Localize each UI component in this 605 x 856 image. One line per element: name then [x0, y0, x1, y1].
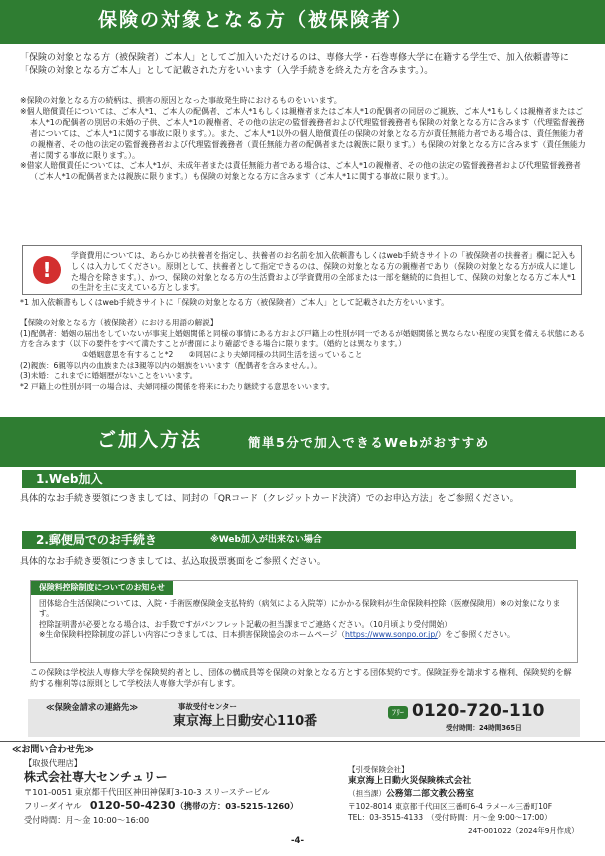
insurer-block: [348, 764, 600, 823]
insured-header-title: 保険の対象となる方（被保険者）: [98, 9, 414, 31]
tuition-alert-box: [22, 245, 582, 295]
join-method-banner: [0, 417, 605, 467]
freedial-icon: ﾌﾘｰ: [388, 706, 408, 719]
exclamation-icon: !: [33, 256, 61, 284]
sonpo-link[interactable]: https://www.sonpo.or.jp/: [344, 630, 438, 640]
insurer-name: 東京海上日動火災保険株式会社: [348, 776, 472, 786]
post-office-text: 具体的なお手続き要領につきましては、払込取扱票裏面をご参照ください。: [20, 557, 326, 567]
spouse-item-2: ②同居により夫婦同様の共同生活を送っていること: [188, 349, 363, 359]
claim-contact-box: [28, 699, 580, 737]
notice-text: [39, 599, 573, 641]
join-method-subtitle: 簡単5分で加入できるWebがおすすめ: [248, 435, 490, 450]
agent-address: 〒101-0051 東京都千代田区神田神保町3-10-3 スリーステービル: [24, 787, 270, 798]
intro-text: 「保険の対象となる方（被保険者）ご本人」としてご加入いただけるのは、専修大学・石巻専修大学に在籍する学生で、加入依頼書等に「保険の対象となる方ご本人」として記載された方をいいます（入学手続きを終えた方を含みます。）。: [20, 53, 569, 76]
eligibility-intro: [20, 52, 586, 78]
note-item: ※借家人賠償責任については、ご本人*1が、未成年者または責任無能力者である場合は、ご本人*1の親権者、その他の法定の監督義務者および代理監督義務者（ご本人*1の配偶者または親族に限ります。）も保険の対象となる方に含みます（ご本人*1に関する事故に限ります。）。: [20, 161, 581, 182]
footnote-1-text: *1 加入依頼書もしくはweb手続きサイトに「保険の対象となる方（被保険者）ご本人」として記載された方をいいます。: [20, 298, 450, 307]
agent-label: 【取扱代理店】: [24, 758, 83, 768]
post-office-note: ※Web加入が出来ない場合: [210, 535, 322, 545]
insurer-label: 【引受保険会社】: [348, 765, 409, 774]
insurer-phone: TEL：03-3515-4133 （受付時間：月～金 9:00～17:00）: [348, 812, 552, 822]
term-definitions: [20, 318, 586, 392]
agent-mobile-phone: （携帯の方：03-5215-1260）: [175, 801, 299, 812]
join-method-title: ご加入方法: [97, 429, 203, 451]
claim-phone[interactable]: 0120-720-110: [412, 701, 545, 721]
insurer-dept: 公務第二部文教公務室: [385, 788, 474, 799]
document-code: 24T-001022（2024年9月作成）: [468, 826, 579, 835]
spouse-label: (1)配偶者：: [20, 328, 62, 338]
insurer-dept-label: （担当課）: [348, 788, 386, 798]
post-office-heading: 2.郵便局でのお手続き: [36, 533, 157, 547]
alert-text: 学資費用については、あらかじめ扶養者を指定し、扶養者のお名前を加入依頼書もしくはweb手続きサイトの「被保険者の扶養者」欄に記入もしくは入力してください。原則として、扶養者として指定できるのは、保険の対象となる方の親権者であり（保険の対象となる方が成人に達した場合を除きます。）、かつ、保険の対象となる方の生活費および学資費用の全部または一部を継続的に負担して、保険の対象となる方ご本人*1の生計を主に支えている方とします。: [71, 251, 576, 293]
agent-phone[interactable]: 0120-50-4230: [89, 799, 176, 813]
unmarried-definition: (3)未婚：これまでに婚姻歴がないことをいいます。: [20, 371, 198, 381]
post-office-heading-bar: [22, 531, 576, 549]
agent-tel-label: フリーダイヤル: [24, 801, 82, 812]
page-number: -4-: [291, 836, 304, 846]
insured-header-banner: [0, 0, 605, 44]
notice-title: 保険料控除制度についてのお知らせ: [31, 581, 173, 595]
tax-deduction-notice: [30, 580, 578, 663]
claim-center: 事故受付センター: [178, 702, 237, 711]
web-join-text: 具体的なお手続き要領につきましては、同封の「QRコード（クレジットカード決済）でのお申込方法」をご参照ください。: [20, 494, 519, 504]
insurer-address: 〒102-8014 東京都千代田区三番町6-4 ラメール三番町10F: [348, 801, 553, 811]
relatives-definition: (2)親族：6親等以内の血族または3親等以内の姻族をいいます（配偶者を含みません。）。: [20, 360, 322, 370]
claim-label: ≪保険金請求の連絡先≫: [46, 702, 139, 712]
footnote-1: [20, 298, 586, 309]
claim-center-name: 東京海上日動安心110番: [173, 714, 318, 729]
spouse-text: 婚姻の届出をしていないが事実上婚姻関係と同様の事情にある方および戸籍上の性別が同一であるが婚姻関係と異ならない程度の実質を備える状態にある方を含みます（以下の要件をすべて満たすことが書面により確認できる場合に限ります。（婚約とは異なります。）: [20, 328, 586, 349]
eligibility-notes: [20, 96, 586, 183]
note-item: ※保険の対象となる方の続柄は、損害の原因となった事故発生時におけるものをいいます。: [20, 96, 342, 105]
claim-hours: 受付時間：24時間365日: [446, 724, 522, 732]
notice-para-2: 控除証明書が必要となる場合は、お手数ですがパンフレット記載の担当課までご連絡ください。（10月頃より受付開始）: [39, 619, 452, 629]
note-item: ※個人賠償責任については、ご本人*1、ご本人の配偶者、ご本人*1もしくは親権者またはご本人*1の配偶者の同居のご親族、ご本人*1もしくは親権者またはご本人*1の配偶者の別居の未婚の子供、ご本人*1の親権者、その他の法定の監督義務者および代理監督義務者も保険の対象となる方に含みます（代理監督義務者については、ご本人*1に関する事故に限ります。）。また、ご本人*1以外の個人賠償責任の保険の対象となる方が責任無能力者である場合は、責任無能力者の親権者、その他の法定の監督義務者および代理監督義務者（責任無能力者の配偶者または親族に限ります。）も保険の対象となる方に含みます（責任無能力者に関する事故に限ります。）。: [20, 106, 586, 160]
notice-para-3: ※生命保険料控除制度の詳しい内容につきましては、日本損害保険協会のホームページ（https://www.sonpo.or.jp/）をご参照ください。: [39, 630, 515, 640]
web-join-heading-bar: [22, 470, 576, 488]
notice-para-1: 団体総合生活保険については、入院・手術医療保険金支払特約（病気による入院等）にかかる保険料が生命保険料控除（医療保険用）※の対象になります。: [39, 599, 561, 619]
group-contract-note: この保険は学校法人専修大学を保険契約者とし、団体の構成員等を保険の対象となる方とする団体契約です。保険証券を請求する権利、保険契約を解約する権利等は原則として学校法人専修大学が有します。: [30, 667, 572, 689]
inquiry-heading: ≪お問い合わせ先≫: [12, 745, 94, 755]
web-join-heading: 1.Web加入: [36, 472, 103, 486]
footnote-2: *2 戸籍上の性別が同一の場合は、夫婦同様の関係を将来にわたり継続する意思をいいます。: [20, 381, 335, 391]
definitions-title: 【保険の対象となる方（被保険者）における用語の解説】: [20, 318, 218, 327]
web-join-section: [20, 493, 586, 507]
spouse-item-1: ①婚姻意思を有すること*2: [82, 349, 174, 359]
agent-name: 株式会社専大センチュリー: [24, 770, 168, 785]
footer-divider: [0, 741, 605, 742]
post-office-section: [20, 556, 586, 568]
agent-block: [24, 757, 354, 826]
agent-hours: 受付時間：月～金 10:00～16:00: [24, 815, 150, 826]
